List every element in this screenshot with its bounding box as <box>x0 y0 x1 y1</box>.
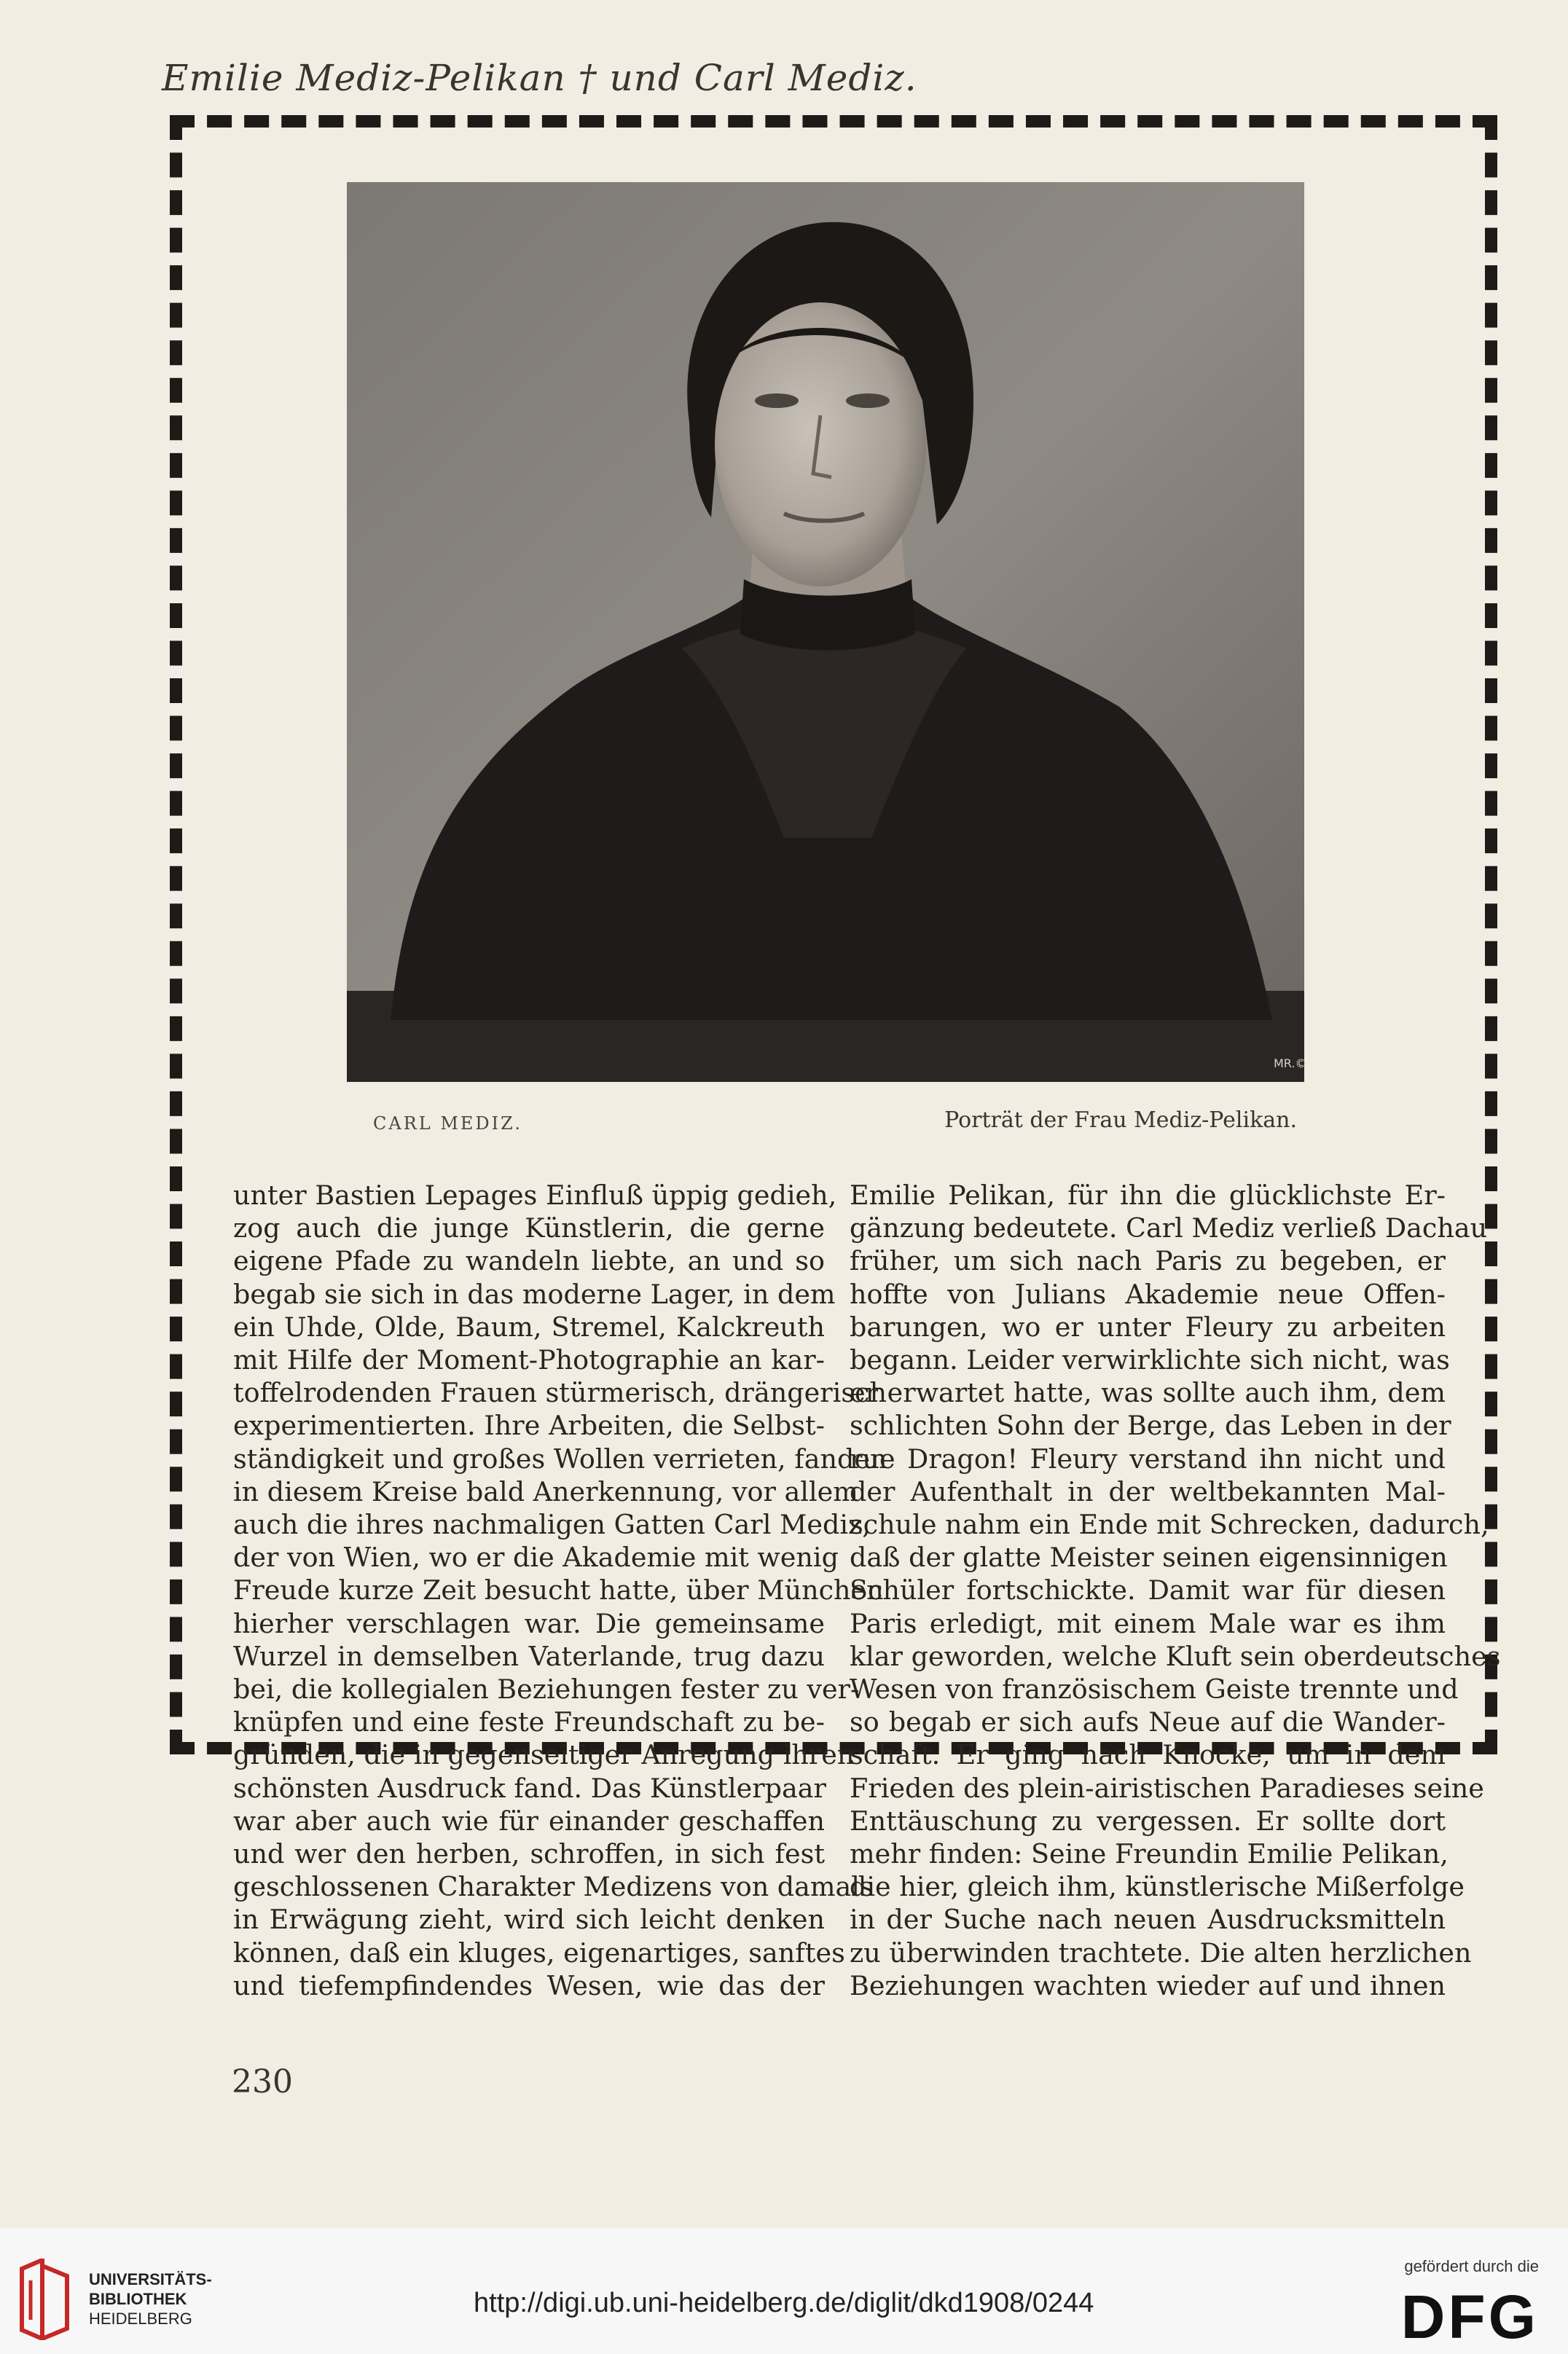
text-line: hoffte von Julians Akademie neue Offen- <box>850 1278 1446 1310</box>
text-line: gänzung bedeutete. Carl Mediz verließ Dachau <box>850 1212 1488 1244</box>
caption-artist: CARL MEDIZ. <box>373 1113 523 1134</box>
text-line: barungen, wo er unter Fleury zu arbeiten <box>850 1311 1446 1343</box>
text-line: Emilie Pelikan, für ihn die glücklichste Er- <box>850 1180 1446 1211</box>
text-line: Beziehungen wachten wieder auf und ihnen <box>850 1969 1446 2001</box>
portrait-drawing <box>347 182 1307 1082</box>
library-line: UNIVERSITÄTS- <box>89 2270 212 2288</box>
text-line: schule nahm ein Ende mit Schrecken, dadurch, <box>850 1509 1489 1541</box>
library-line: BIBLIOTHEK <box>89 2290 187 2308</box>
text-line: Schüler fortschickte. Damit war für diesen <box>850 1574 1446 1606</box>
text-line: der Aufenthalt in der weltbekannten Mal- <box>850 1475 1446 1507</box>
page-number: 230 <box>232 2063 293 2100</box>
text-line: die hier, gleich ihm, künstlerische Mißerfolge <box>850 1871 1465 1903</box>
text-line: zu überwinden trachtete. Die alten herzlichen <box>850 1937 1472 1969</box>
text-line: rue Dragon! Fleury verstand ihn nicht und <box>850 1443 1446 1475</box>
text-line: bei, die kollegialen Beziehungen fester zu ver- <box>233 1674 860 1706</box>
funding-note: gefördert durch die <box>1404 2257 1539 2275</box>
text-line: schönsten Ausdruck fand. Das Künstlerpaar <box>233 1772 826 1804</box>
text-line: können, daß ein kluges, eigenartiges, sanftes <box>233 1937 845 1969</box>
text-line: ein Uhde, Olde, Baum, Stremel, Kalckreuth <box>233 1311 825 1343</box>
text-line: in der Suche nach neuen Ausdrucksmitteln <box>850 1904 1446 1936</box>
text-line: in diesem Kreise bald Anerkennung, vor allem <box>233 1475 858 1507</box>
text-line: auch die ihres nachmaligen Gatten Carl Mediz, <box>233 1509 871 1541</box>
text-line: experimentierten. Ihre Arbeiten, die Selbst- <box>233 1410 825 1442</box>
portrait-image <box>347 182 1307 1082</box>
text-line: begab sie sich in das moderne Lager, in dem <box>233 1278 836 1310</box>
text-line: mehr finden: Seine Freundin Emilie Pelikan, <box>850 1838 1449 1870</box>
text-line: in Erwägung zieht, wird sich leicht denken <box>233 1904 825 1936</box>
text-line: gründen, die in gegenseitiger Anregung ihren <box>233 1739 855 1771</box>
library-logo-icon <box>16 2259 74 2340</box>
text-line: klar geworden, welche Kluft sein oberdeutsches <box>850 1640 1501 1672</box>
text-line: hierher verschlagen war. Die gemeinsame <box>233 1607 825 1639</box>
text-line: war aber auch wie für einander geschaffen <box>233 1805 825 1837</box>
text-line: mit Hilfe der Moment-Photographie an kar- <box>233 1344 825 1376</box>
text-column-right <box>850 1179 1501 2002</box>
text-line: Paris erledigt, mit einem Male war es ihm <box>850 1607 1446 1639</box>
text-line: Enttäuschung zu vergessen. Er sollte dort <box>850 1805 1446 1837</box>
text-line: Freude kurze Zeit besucht hatte, über München <box>233 1574 884 1606</box>
text-line: und wer den herben, schroffen, in sich fest <box>233 1838 825 1870</box>
text-line: der von Wien, wo er die Akademie mit wenig <box>233 1542 839 1574</box>
dfg-logo: DFG <box>1400 2283 1539 2351</box>
library-line: HEIDELBERG <box>89 2310 192 2328</box>
text-line: Wesen von französischem Geiste trennte und <box>850 1674 1459 1706</box>
text-line: er erwartet hatte, was sollte auch ihm, dem <box>850 1377 1446 1409</box>
text-line: schaft. Er ging nach Knocke, um in dem <box>850 1739 1446 1771</box>
text-line: ständigkeit und großes Wollen verrieten, fanden <box>233 1443 887 1475</box>
text-line: unter Bastien Lepages Einfluß üppig gedieh, <box>233 1180 837 1211</box>
library-name <box>89 2269 212 2329</box>
text-line: begann. Leider verwirklichte sich nicht, was <box>850 1344 1450 1376</box>
running-head: Emilie Mediz-Pelikan † und Carl Mediz. <box>162 57 917 99</box>
footer-bar <box>0 2228 1568 2354</box>
text-line: toffelrodenden Frauen stürmerisch, drängerisch <box>233 1377 887 1409</box>
permalink-url[interactable]: http://digi.ub.uni-heidelberg.de/diglit/dkd1908/0244 <box>474 2288 1094 2318</box>
text-line: Wurzel in demselben Vaterlande, trug dazu <box>233 1640 825 1672</box>
text-line: früher, um sich nach Paris zu begeben, er <box>850 1245 1446 1277</box>
text-line: eigene Pfade zu wandeln liebte, an und so <box>233 1245 825 1277</box>
text-line: und tiefempfindendes Wesen, wie das der <box>233 1969 825 2001</box>
text-column-left <box>233 1179 887 2002</box>
text-line: zog auch die junge Künstlerin, die gerne <box>233 1212 825 1244</box>
text-line: daß der glatte Meister seinen eigensinnigen <box>850 1542 1448 1574</box>
caption-title: Porträt der Frau Mediz-Pelikan. <box>944 1107 1297 1133</box>
text-line: so begab er sich aufs Neue auf die Wander- <box>850 1706 1446 1738</box>
artist-signature: MR.© <box>1274 1056 1307 1070</box>
text-line: Frieden des plein-airistischen Paradieses seine <box>850 1772 1484 1804</box>
text-line: geschlossenen Charakter Medizens von damals <box>233 1871 874 1903</box>
text-line: knüpfen und eine feste Freundschaft zu be- <box>233 1706 825 1738</box>
text-line: schlichten Sohn der Berge, das Leben in der <box>850 1410 1451 1442</box>
